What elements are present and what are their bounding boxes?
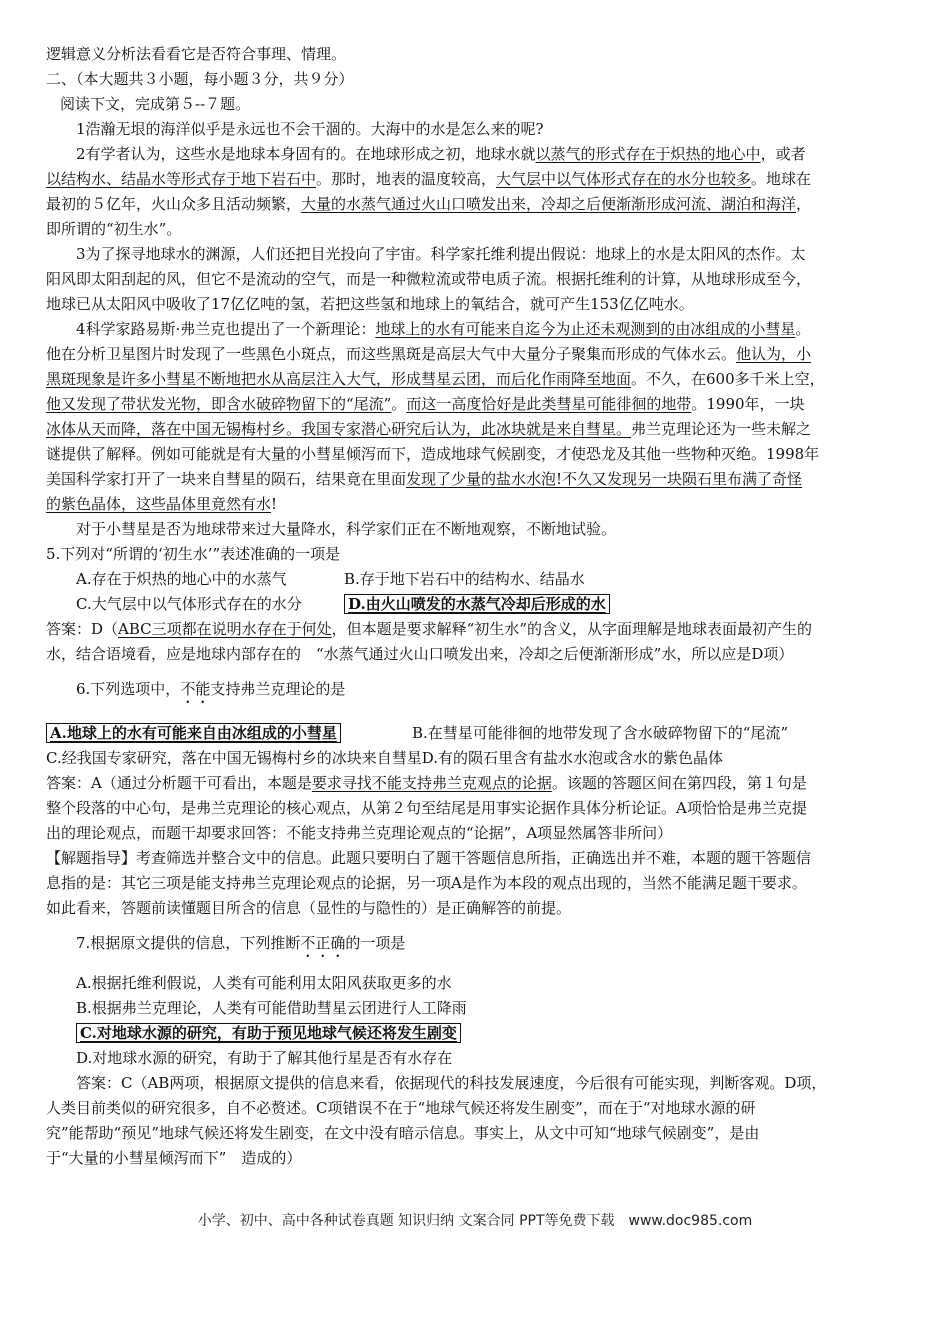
- paragraph-4-line-6: 谜提供了解释。例如可能就是有大量的小彗星倾泻而下，造成地球气候剧变，才使恐龙及其他一些物种灭绝。1998年: [46, 445, 820, 463]
- section-header: 二、（本大题共３小题，每小题３分，共９分）: [46, 70, 354, 88]
- option-5b: B.存于地下岩石中的结构水、结晶水: [344, 570, 585, 588]
- solution-guide-line-3: 如此看来，答题前读懂题目所含的信息（显性的与隐性的）是正确解答的前提。: [46, 899, 572, 917]
- question-6-answer-line-3: 出的理论观点，而题干却要求回答：不能支持弗兰克理论观点的“论据”，A项显然属答非所问）: [46, 824, 673, 842]
- paragraph-3-line-3: 地球已从太阳风中吸收了17亿亿吨的氢，若把这些氢和地球上的氧结合，就可产生153亿亿吨水。: [46, 295, 694, 313]
- emphasis-not-able: 不能: [180, 680, 211, 698]
- option-6d: D.有的陨石里含有盐水水泡或含水的紫色晶体: [421, 749, 723, 767]
- option-7a: A.根据托维利假说，人类有可能利用太阳风获取更多的水: [76, 974, 452, 992]
- question-6-options-row-1: [46, 721, 908, 746]
- paragraph-1: 1浩瀚无垠的海洋似乎是永远也不会干涸的。大海中的水是怎么来的呢?: [76, 120, 544, 138]
- paragraph-4-line-7: 美国科学家打开了一块来自彗星的陨石，结果竟在里面发现了少量的盐水水泡!不久又发现另一块陨石里布满了奇怪: [46, 470, 803, 488]
- question-7-answer-line-3: 究”能帮助“预见”地球气候还将发生剧变，在文中没有暗示信息。事实上，从文中可知“地球气候剧变”，是由: [46, 1124, 760, 1142]
- page-footer: 小学、初中、高中各种试卷真题 知识归纳 文案合同 PPT等免费下载 www.doc985.com: [197, 1213, 753, 1229]
- paragraph-4-line-2: 他在分析卫星图片时发现了一些黑色小斑点，而这些黑斑是高层大气中大量分子聚集而形成的气体水云。他认为，小: [46, 345, 812, 363]
- paragraph-2-line-2: 以结构水、结晶水等形式存于地下岩石中。那时，地表的温度较高，大气层中以气体形式存在的水分也较多。地球在: [46, 170, 812, 188]
- question-5-options-row-2: [46, 592, 908, 617]
- question-6-stem: 6.下列选项中，不能支持弗兰克理论的是: [76, 680, 346, 698]
- option-6c: C.经我国专家研究，落在中国无锡梅村乡的冰块来自彗星: [46, 749, 422, 767]
- question-6-answer-line-2: 整个段落的中心句，是弗兰克理论的核心观点，从第２句至结尾是用事实论据作具体分析论证。A项恰恰是弗兰克提: [46, 799, 807, 817]
- solution-guide-line-1: 【解题指导】考查筛选并整合文中的信息。此题只要明白了题干答题信息所指，正确选出并不难，本题的题干答题信: [46, 849, 812, 867]
- option-7c-answer: C.对地球水源的研究，有助于预见地球气候还将发生剧变: [76, 1023, 461, 1043]
- option-5a: A.存在于炽热的地心中的水蒸气: [76, 570, 287, 588]
- question-5-options-row-1: [46, 567, 908, 592]
- question-7-answer-line-4: 于“大量的小彗星倾泻而下” 造成的）: [46, 1149, 302, 1167]
- paragraph-2-line-4: 即所谓的“初生水”。: [46, 220, 182, 238]
- question-6-answer-line-1: 答案：A（通过分析题干可看出，本题是要求寻找不能支持弗兰克观点的论据。该题的答题区间在第四段，第１句是: [46, 774, 807, 792]
- paragraph-5: 对于小彗星是否为地球带来过大量降水，科学家们正在不断地观察，不断地试验。: [76, 520, 617, 538]
- paragraph-4-line-1: 4科学家路易斯·弗兰克也提出了一个新理论：地球上的水有可能来自迄今为止还未观测到的由冰组成的小彗星。: [76, 320, 811, 338]
- question-7-answer-line-2: 人类目前类似的研究很多，自不必赘述。C项错误不在于“地球气候还将发生剧变”，而在于“对地球水源的研: [46, 1099, 756, 1117]
- option-5c: C.大气层中以气体形式存在的水分: [76, 595, 302, 613]
- option-6b: B.在彗星可能徘徊的地带发现了含水破碎物留下的“尾流”: [412, 724, 789, 742]
- option-7b: B.根据弗兰克理论，人类有可能借助彗星云团进行人工降雨: [76, 999, 467, 1017]
- question-6-options-row-2: [46, 746, 908, 771]
- paragraph-2-line-3: 最初的５亿年，火山众多且活动频繁，大量的水蒸气通过火山口喷发出来，冷却之后便渐渐形成河流、湖泊和海洋，: [46, 195, 812, 213]
- read-instruction: 阅读下文，完成第５--７题。: [60, 95, 251, 113]
- option-7d: D.对地球水源的研究，有助于了解其他行星是否有水存在: [76, 1049, 453, 1067]
- question-5-stem: 5.下列对“所谓的‘初生水’”表述准确的一项是: [46, 545, 341, 563]
- paragraph-2-line-1: 2有学者认为，这些水是地球本身固有的。在地球形成之初，地球水就以蒸气的形式存在于炽热的地心中，或者: [76, 145, 806, 163]
- question-5-answer-line-1: 答案：D（ABC三项都在说明水存在于何处，但本题是要求解释“初生水”的含义，从字面理解是地球表面最初产生的: [46, 620, 813, 638]
- solution-guide-line-2: 息指的是：其它三项是能支持弗兰克理论观点的论据，另一项A是作为本段的观点出现的，当然不能满足题干要求。: [46, 874, 807, 892]
- paragraph-4-line-4: 他又发现了带状发光物，即含水破碎物留下的“尾流”。而这一高度恰好是此类彗星可能徘徊的地带。1990年，一块: [46, 395, 805, 413]
- question-7-stem: 7.根据原文提供的信息，下列推断不正确的一项是: [76, 934, 406, 952]
- paragraph-3-line-2: 阳风即太阳刮起的风，但它不是流动的空气，而是一种微粒流或带电质子流。根据托维利的计算，从地球形成至今，: [46, 270, 812, 288]
- option-6a-answer: A.地球上的水有可能来自由冰组成的小彗星: [46, 723, 341, 743]
- question-7-answer-line-1: 答案：C（AB两项，根据原文提供的信息来看，依据现代的科技发展速度，今后很有可能实现，判断客观。D项，: [76, 1074, 827, 1092]
- option-7c-answer-row: [46, 1021, 908, 1046]
- paragraph-4-line-5: 冰体从天而降，落在中国无锡梅村乡。我国专家潜心研究后认为，此冰块就是来自彗星。弗兰克理论还为一些未解之: [46, 420, 812, 438]
- paragraph-3-line-1: 3为了探寻地球水的渊源，人们还把目光投向了宇宙。科学家托维利提出假说：地球上的水是太阳风的杰作。太: [76, 245, 806, 263]
- option-5d-answer: D.由火山喷发的水蒸气冷却后形成的水: [344, 594, 610, 614]
- emphasis-incorrect: 不正确: [300, 934, 346, 952]
- intro-method-line: 逻辑意义分析法看看它是否符合事理、情理。: [46, 45, 347, 63]
- document-page: [46, 42, 908, 1171]
- question-5-answer-line-2: 水，结合语境看，应是地球内部存在的 “水蒸气通过火山口喷发出来，冷却之后便渐渐形成”水，所以应是D项）: [46, 645, 794, 663]
- paragraph-4-line-3: 黑斑现象是许多小彗星不断地把水从高层注入大气，形成彗星云团，而后化作雨降至地面。不久，在600多千米上空，: [46, 370, 825, 388]
- paragraph-4-line-8: 的紫色晶体，这些晶体里竟然有水!: [46, 495, 278, 513]
